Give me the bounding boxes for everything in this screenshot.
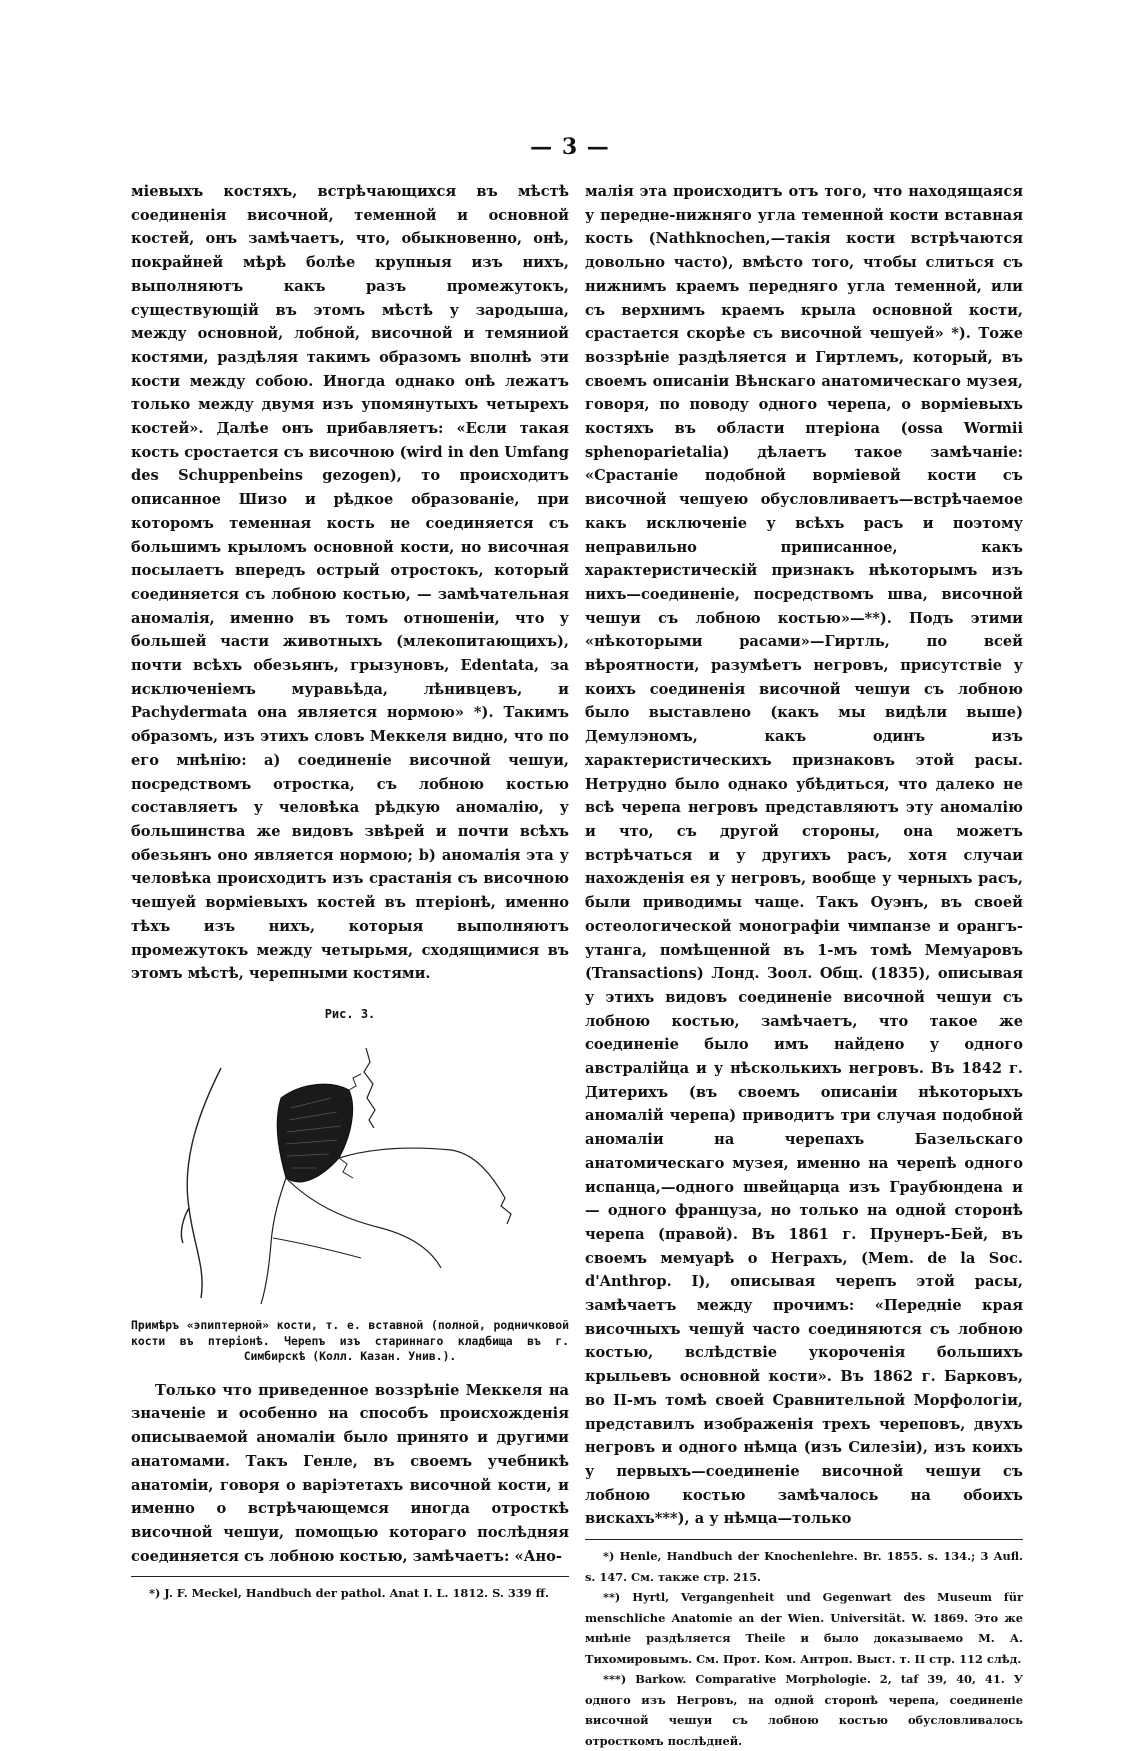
epipteric-bone xyxy=(277,1084,352,1182)
footnote-henle: *) Henle, Handbuch der Knochenlehre. Br. 1855. s. 134.; 3 Aufl. s. 147. См. также стр. 215. xyxy=(585,1549,1023,1584)
left-column xyxy=(131,180,569,1604)
zygomatic-arch xyxy=(273,1238,361,1258)
skull-outline xyxy=(181,1068,221,1298)
left-paragraph-2: Только что приведенное воззрѣніе Меккеля на значеніе и особенно на способъ происхожденія описываемой аномаліи было принято и другими анатомами. Такъ Генле, въ своемъ учебникѣ анатоміи, говоря о варіэтетахъ височной кости, и именно о встрѣчающемся иногда отросткѣ височной чешуи, помощью котораго послѣдняя соединяется съ лобною костью, замѣчаетъ: «Ано- xyxy=(131,1381,569,1565)
page-number: — 3 — xyxy=(530,134,610,160)
figure-3 xyxy=(131,1006,569,1365)
skull-illustration xyxy=(131,1028,569,1314)
figure-caption: Примѣръ «эпиптерной» кости, т. е. вставной (полной, родничковой кости въ птеріонѣ. Черепъ изъ стариннаго кладбища въ г. Симбирскѣ (Колл. Казан. Унив.). xyxy=(131,1317,569,1364)
skull-drawing xyxy=(161,1028,541,1314)
footnote-rule-left xyxy=(131,1576,569,1577)
footnote-hyrtl: **) Hyrtl, Vergangenheit und Gegenwart des Museum für menschliche Anatomie an der Wien. Universität. W. 1869. Это же мнѣніе раздѣляется Theile и было доказываемо М. А. Тихомировымъ. См. Прот. Ком. Антроп. Выст. т. II стр. 112 слѣд. xyxy=(585,1590,1023,1666)
temporal-squama xyxy=(286,1178,441,1268)
squamosal-suture xyxy=(339,1148,511,1224)
footnote-meckel: *) J. F. Meckel, Handbuch der pathol. Anat I. L. 1812. S. 339 ff. xyxy=(149,1586,549,1601)
left-paragraph-1: міевыхъ костяхъ, встрѣчающихся въ мѣстѣ соединенія височной, теменной и основной костей, онъ замѣчаетъ, что, обыкновенно, онѣ, покрайней мѣрѣ болѣе крупныя изъ нихъ, выполняютъ какъ разъ промежутокъ, существующій въ этомъ мѣстѣ у зародыша, между основной, лобной, височной и темяниой костями, раздѣляя такимъ образомъ вполнѣ эти кости между собою. Иногда однако онѣ лежатъ только между двумя изъ упомянутыхъ четырехъ костей». Далѣе онъ прибавляетъ: «Если такая кость сростается съ височною (wird in den Umfang des Schuppenbeins gezogen), то происходитъ описанное Шизо и рѣдкое образованіе, при которомъ теменная кость не соединяется съ большимъ крыломъ основной кости, но височная посылаетъ впередъ острый отростокъ, который соединяется съ лобною костью, — замѣчательная аномалія, именно въ томъ отношеніи, что у большей части животныхъ (млекопитающихъ), почти всѣхъ обезьянъ, грызуновъ, Edentata, за исключеніемъ муравьѣда, лѣнивцевъ, и Pachydermata она является нормою» *). Такимъ образомъ, изъ этихъ словъ Меккеля видно, что по его мнѣнію: a) соединеніе височной чешуи, посредствомъ отростка, съ лобною костью составляетъ у человѣка рѣдкую аномалію, у большинства же видовъ звѣрей и почти всѣхъ обезьянъ оно является нормою; b) аномалія эта у человѣка происходитъ изъ срастанія съ височною чешуей ворміевыхъ костей въ птеріонѣ, именно тѣхъ изъ нихъ, которыя выполняютъ промежутокъ между четырьмя, сходящимися въ этомъ мѣстѣ, черепными костями. xyxy=(131,183,569,983)
right-paragraph-1: малія эта происходитъ отъ того, что находящаяся у передне-нижняго угла теменной кости вставная кость (Nathknochen,—такія кости встрѣчаются довольно часто), вмѣсто того, чтобы слиться съ нижнимъ краемъ передняго угла теменной, или съ верхнимъ краемъ крыла основной кости, срастается скорѣе съ височной чешуей» *). Тоже воззрѣніе раздѣляется и Гиртлемъ, который, въ своемъ описаніи Вѣнскаго анатомическаго музея, говоря, по поводу одного черепа, о ворміевыхъ костяхъ въ области птеріона (ossa Wormii sphenoparietalia) дѣлаетъ такое замѣчаніе: «Срастаніе подобной ворміевой кости съ височной чешуею обусловливаетъ—встрѣчаемое какъ исключеніе у всѣхъ расъ и поэтому неправильно приписанное, какъ характеристическій признакъ нѣкоторымъ изъ нихъ—соединеніе, посредствомъ шва, височной чешуи съ лобною костью»—**). Подъ этими «нѣкоторыми расами»—Гиртль, по всей вѣроятности, разумѣетъ негровъ, присутствіе у коихъ соединенія височной чешуи съ лобною было выставлено (какъ мы видѣли выше) Демулэномъ, какъ одинъ изъ характеристическихъ признаковъ этой расы. Нетрудно было однако убѣдиться, что далеко не всѣ черепа негровъ представляютъ эту аномалію и что, съ другой стороны, она можетъ встрѣчаться и у другихъ расъ, хотя случаи нахожденія ея у негровъ, вообще у черныхъ расъ, были приводимы чаще. Такъ Оуэнъ, въ своей остеологической монографіи чимпанзе и орангъ-утанга, помѣщенной въ 1-мъ томѣ Мемуаровъ (Transactions) Лонд. Зоол. Общ. (1835), описывая у этихъ видовъ соединеніе височной чешуи съ лобною костью, замѣчаетъ, что такое же соединеніе было имъ найдено у одного австралійца и у нѣсколькихъ негровъ. Въ 1842 г. Дитерихъ (въ своемъ описаніи нѣкоторыхъ аномалій черепа) приводитъ три случая подобной аномаліи на черепахъ Базельскаго анатомическаго музея, именно на черепѣ одного испанца,—одного швейцарца изъ Граубюндена и — одного француза, но только на одной сторонѣ черепа (правой). Въ 1861 г. Прунеръ-Бей, въ своемъ мемуарѣ о Неграхъ, (Mem. de la Soc. d'Anthrop. I), описывая черепъ этой расы, замѣчаетъ между прочимъ: «Передніе края височныхъ чешуй часто соединяются съ лобною костью, вслѣдствіе укороченія большихъ крыльевъ основной кости». Въ 1862 г. Барковъ, во II-мъ томѣ своей Сравнительной Морфологіи, представилъ изображенія трехъ череповъ, двухъ негровъ и одного нѣмца (изъ Силезіи), изъ коихъ у первыхъ—соединеніе височной чешуи съ лобною костью замѣчалось на обоихъ вискахъ***), а у нѣмца—только xyxy=(585,183,1023,1528)
coronal-suture xyxy=(364,1048,375,1128)
figure-label: Рис. 3. xyxy=(324,1006,376,1021)
footnote-barkow: ***) Barkow. Comparative Morphologie. 2, taf 39, 40, 41. У одного изъ Негровъ, на одной сторонѣ черепа, соединеніе височной чешуи съ лобною костью обусловливалось отросткомъ послѣдней. xyxy=(585,1672,1023,1748)
footnote-rule-right xyxy=(585,1539,1023,1540)
sphenoid-wing xyxy=(261,1178,286,1304)
right-column xyxy=(585,180,1023,1751)
